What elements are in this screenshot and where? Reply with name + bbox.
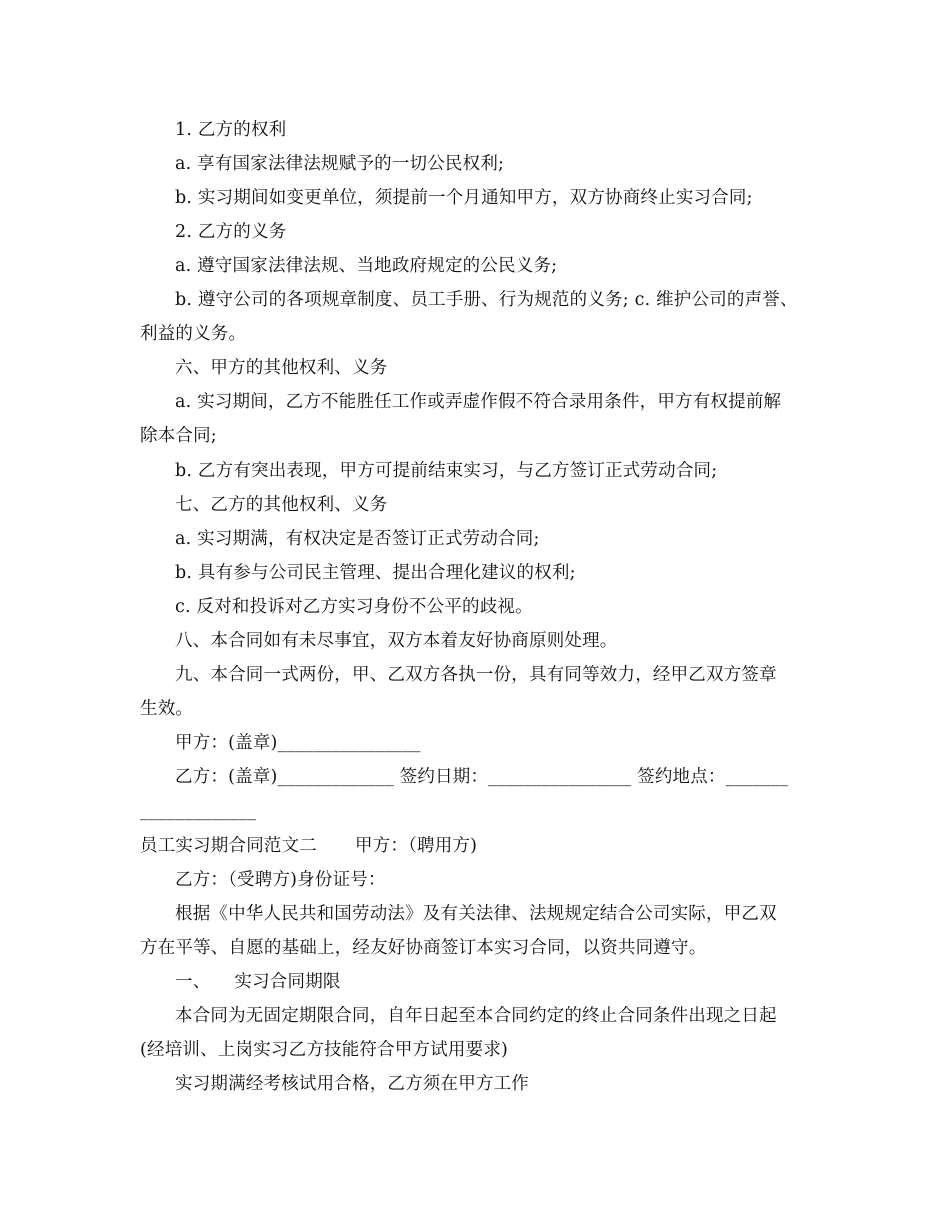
- paragraph-line: a. 实习期间，乙方不能胜任工作或弄虚作假不符合录用条件，甲方有权提前解: [175, 392, 782, 412]
- paragraph-line: a. 实习期满，有权决定是否签订正式劳动合同;: [175, 529, 540, 549]
- heading-yi-rights: 1. 乙方的权利: [175, 120, 287, 140]
- sample-two-title-row: [140, 834, 477, 858]
- section-heading-one-row: [175, 970, 341, 994]
- paragraph-line: 本合同为无固定期限合同，自年日起至本合同约定的终止合同条件出现之日起: [175, 1006, 777, 1026]
- party-a-employer: 甲方：（聘用方): [355, 836, 478, 856]
- section-heading-seven: 七、乙方的其他权利、义务: [175, 495, 388, 515]
- section-title: 实习合同期限: [234, 972, 341, 992]
- party-b-employee: 乙方：（受聘方)身份证号：: [175, 870, 386, 890]
- paragraph-line: 实习期满经考核试用合格，乙方须在甲方工作: [175, 1074, 529, 1094]
- signature-blank-continuation: _____________: [140, 801, 257, 821]
- paragraph-line: b. 乙方有突出表现，甲方可提前结束实习，与乙方签订正式劳动合同;: [175, 461, 718, 481]
- paragraph-line: 生效。: [140, 699, 194, 719]
- document-title: 员工实习期合同范文二: [140, 836, 317, 856]
- paragraph-line: a. 遵守国家法律法规、当地政府规定的公民义务;: [175, 256, 558, 276]
- paragraph-line: 根据《中华人民共和国劳动法》及有关法律、法规规定结合公司实际，甲乙双: [175, 904, 777, 924]
- paragraph-line: 利益的义务。: [140, 324, 247, 344]
- signature-party-b: 乙方：(盖章)_____________ 签约日期：________________ 签约地点：_______: [175, 767, 789, 787]
- heading-yi-duties: 2. 乙方的义务: [175, 222, 287, 242]
- paragraph-line: 方在平等、自愿的基础上，经友好协商签订本实习合同，以资共同遵守。: [140, 938, 707, 958]
- section-number: 一、: [175, 972, 211, 992]
- paragraph-line: 除本合同;: [140, 426, 217, 446]
- paragraph-line: b. 具有参与公司民主管理、提出合理化建议的权利;: [175, 563, 576, 583]
- paragraph-line: b. 遵守公司的各项规章制度、员工手册、行为规范的义务; c. 维护公司的声誉、: [175, 290, 798, 310]
- paragraph-line: c. 反对和投诉对乙方实习身份不公平的歧视。: [175, 597, 533, 617]
- paragraph-line: b. 实习期间如变更单位，须提前一个月通知甲方，双方协商终止实习合同;: [175, 188, 753, 208]
- paragraph-line: (经培训、上岗实习乙方技能符合甲方试用要求): [140, 1040, 509, 1060]
- section-heading-nine: 九、本合同一式两份，甲、乙双方各执一份，具有同等效力，经甲乙双方签章: [175, 665, 777, 685]
- section-heading-six: 六、甲方的其他权利、义务: [175, 358, 388, 378]
- section-heading-eight: 八、本合同如有未尽事宜，双方本着友好协商原则处理。: [175, 631, 618, 651]
- paragraph-line: a. 享有国家法律法规赋予的一切公民权利;: [175, 154, 505, 174]
- signature-party-a: 甲方：(盖章)________________: [175, 733, 421, 753]
